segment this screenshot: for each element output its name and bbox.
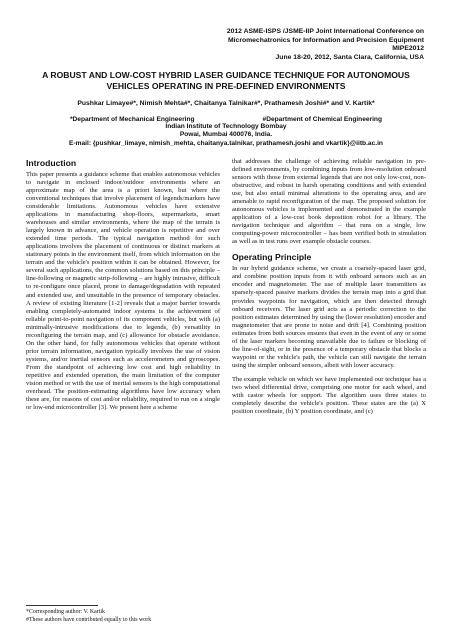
dept-mechanical: *Department of Mechanical Engineering <box>69 116 195 124</box>
left-column <box>26 158 220 422</box>
right-column <box>232 158 426 422</box>
operating-principle-heading: Operating Principle <box>232 252 312 263</box>
conference-line-4: June 18-20, 2012, Santa Clara, California, USA <box>275 53 424 61</box>
footnote-equal-contribution: #These authors have contributed equally to this work <box>26 616 152 623</box>
departments <box>26 116 426 123</box>
intro-paragraph-1: This paper presents a guidance scheme that enables autonomous vehicles to navigate in enclosed indoor/outdoor environments where an approximate map of the area is a priori known, but where the conventional techniques that involve placement of legends/markers have considerable limitations. Autonomous vehicles have extensive applications in manufacturing shop-floors, supermarkets, smart warehouses and similar environments, where the map of the terrain is largely known in advance, and vehicle operation is repetitive and over extended time periods. The typical navigation method for such applications involves the placement of continuous or distinct markers at stationary points in the environment itself, from which information on the terrain and the vehicle's position within it can be obtained. However, for several such applications, the common solutions based on this principle – line-following or magnetic strip-following – are highly intrusive, difficult to re-configure once placed, prone to damage/degradation with repeated and extended use, and unsuitable in the presence of temporary obstacles. A review of existing literature [1-2] reveals that a major barrier towards enabling completely-automated indoor systems is the achievement of reliable point-to-point navigation of its component vehicles, but with (a) minimally-intrusive modifications due to legends, (b) versatility in reconfiguring the terrain map, and (c) allowance for obstacle avoidance. On the other hand, for fully autonomous vehicles that operate without prior terrain information, navigation typically involves the use of vision systems, and/or inertial sensors such as accelerometers and gyroscopes. From the standpoint of achieving low cost and high reliability in repetitive and extended operation, the main limitation of the computer vision method or with the use of inertial sensors is the high computational overhead. The position-estimating algorithms have low accuracy when these are, for reasons of cost and/or reliability, required to run on a single or low-end microcontroller [3]. We present here a scheme <box>26 170 220 412</box>
intro-paragraph-2: that addresses the challenge of achieving reliable navigation in pre-defined environments, by combining inputs from low-resolution onboard sensors with those from external legends that are not only low-cost, non-obstructive, and robust in harsh operating conditions and with extended use, but also entail minimal alterations to the operating area, and are amenable to rapid reconfiguration of the map. The proposed solution for autonomous vehicles is implemented and demonstrated in the example application of a low-cost book deposition robot for a library. The navigation technique and algorithm – that runs on a single, low computing-power microcontroller – has been verified both in simulation as well as in test runs over example obstacle courses. <box>232 157 426 246</box>
operating-paragraph-2: The example vehicle on which we have implemented our technique has a two wheel differential drive, comprising one motor for each wheel, and with castor wheels for support. The algorithm uses three states to completely describe the vehicle's position. These states are the (a) X position coordinate, (b) Y position coordinate, and (c) <box>232 375 426 416</box>
dept-chemical: #Department of Chemical Engineering <box>262 116 382 124</box>
conference-line-2: Micromechatronics for Information and Precision Equipment <box>227 36 424 44</box>
conference-line-1: 2012 ASME-ISPS /JSME-IIP Joint International Conference on <box>226 28 424 35</box>
paper-title: A ROBUST AND LOW-COST HYBRID LASER GUIDANCE TECHNIQUE FOR AUTONOMOUS VEHICLES OPERATING IN PRE-DEFINED ENVIRONMENTS <box>42 70 410 91</box>
author-list: Pushkar Limaye#*, Nimish Mehta#*, Chaitanya Talnikar#*, Prathamesh Joshi#* and V. Kartik* <box>77 100 375 108</box>
conference-header <box>26 28 426 62</box>
footnotes <box>26 605 220 624</box>
operating-paragraph-1: In our hybrid guidance scheme, we create a coarsely-spaced laser grid, and combine position inputs from it with onboard sensors such as an encoder and magnetometer. The use of multiple laser transmitters as sparsely-spaced passive markers divides the terrain map into a grid that provides waypoints for navigation, which are then detected through onboard receivers. The laser grid acts as a periodic correction to the position estimates determined by using the (lower resolution) encoder and magnetometer that are prone to noise and drift [4]. Combining position estimates from both sources ensures that even in the event of any or some of the laser markers becoming unavailable due to failure or blocking of the line-of-sight, or in the presence of a temporary obstacle that blocks a waypoint or the vehicle's path, the vehicle can still navigate the terrain using the simpler onboard sensors, albeit with lower accuracy. <box>232 265 426 369</box>
institution-block <box>26 123 426 148</box>
footnote-corresponding: *Corresponding author: V. Kartik <box>26 609 105 616</box>
intro-heading: Introduction <box>26 157 77 168</box>
institute-city: Powai, Mumbai 400076, India. <box>179 131 273 139</box>
institute-name: Indian Institute of Technology Bombay <box>165 123 287 131</box>
conference-line-3: MIPE2012 <box>392 45 424 53</box>
body-columns <box>26 158 426 422</box>
footnote-rule <box>26 605 98 606</box>
author-emails: E-mail: {pushkar_limaye, nimish_mehta, chaitanya.talnikar, prathamesh.joshi and vkartik}@iitb.ac.in <box>69 139 383 147</box>
